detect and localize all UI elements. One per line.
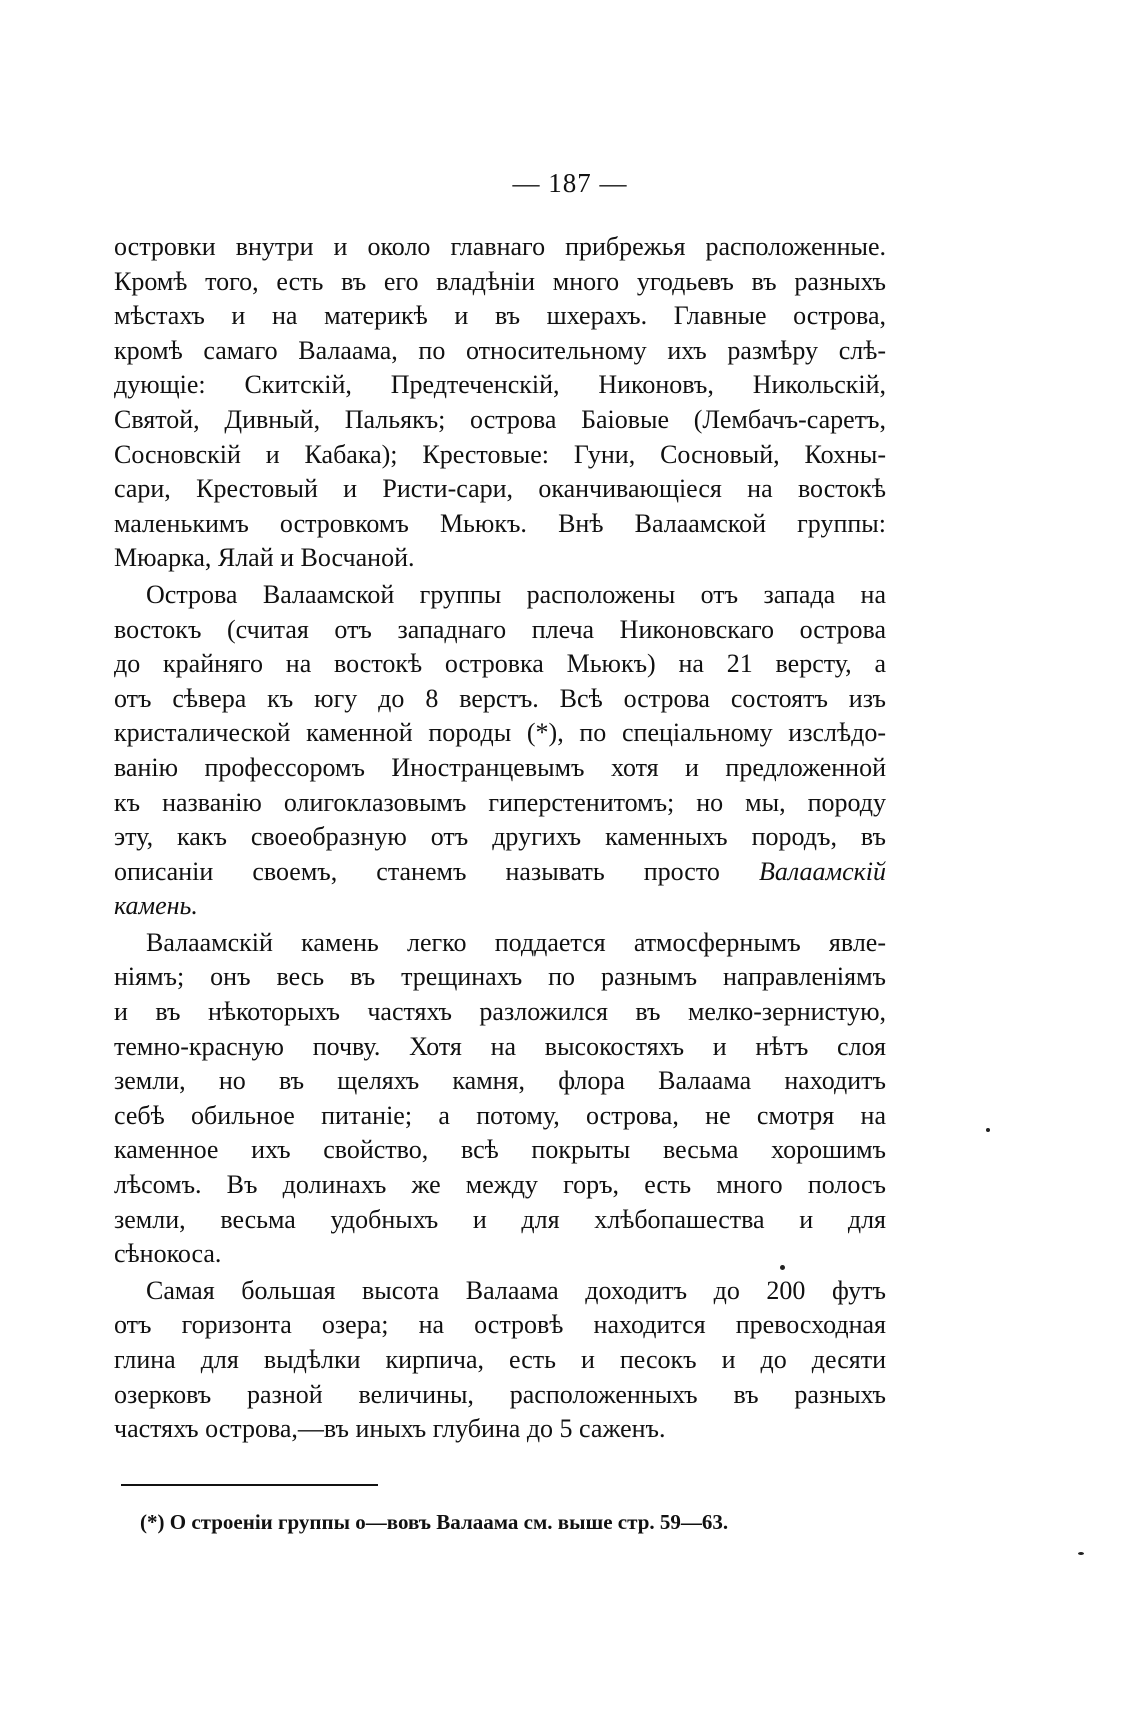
text-line: Острова Валаамской группы расположены отъ запада на — [146, 579, 886, 609]
text-line: Валаамскій камень легко поддается атмосфернымъ явле- — [146, 927, 886, 957]
text-line: островки внутри и около главнаго прибрежья расположенные. — [114, 232, 886, 261]
text-line: мѣстахъ и на материкѣ и въ шхерахъ. Главные острова, — [114, 301, 886, 331]
text-line: къ названію олигоклазовымъ гиперстенитомъ; но мы, породу — [114, 787, 886, 817]
text-segment: описаніи своемъ, станемъ называть просто — [114, 856, 720, 886]
text-line: сѣнокоса. — [114, 1239, 222, 1269]
text-line: отъ горизонта озера; на островѣ находится превосходная — [114, 1310, 886, 1340]
text-line: кристалической каменной породы (*), по спеціальному изслѣдо- — [114, 718, 886, 748]
italic-term: Валаамскій — [758, 856, 886, 886]
paragraph-1 — [114, 230, 886, 576]
text-line: маленькимъ островкомъ Мьюкъ. Внѣ Валаамской группы: — [114, 508, 886, 538]
text-line: Мюарка, Ялай и Восчаной. — [114, 543, 415, 573]
text-line: земли, но въ щеляхъ камня, флора Валаама находитъ — [114, 1066, 886, 1096]
text-line: кромѣ самаго Валаама, по относительному ихъ размѣру слѣ- — [114, 335, 886, 365]
text-line: ванію профессоромъ Иностранцевымъ хотя и предложенной — [114, 752, 886, 782]
text-line: ніямъ; онъ весь въ трещинахъ по разнымъ направленіямъ — [114, 962, 886, 992]
text-line: себѣ обильное питаніе; а потому, острова, не смотря на — [114, 1100, 886, 1130]
text-line: темно-красную почву. Хотя на высокостяхъ и нѣтъ слоя — [114, 1031, 886, 1061]
scan-speck — [1078, 1552, 1084, 1555]
text-line: земли, весьма удобныхъ и для хлѣбопашества и для — [114, 1204, 886, 1234]
scan-speck — [780, 1265, 785, 1270]
paragraph-4 — [114, 1274, 886, 1447]
text-line: озерковъ разной величины, расположенныхъ въ разныхъ — [114, 1379, 886, 1409]
text-line: каменное ихъ свойство, всѣ покрыты весьма хорошимъ — [114, 1135, 886, 1165]
scan-speck — [986, 1128, 990, 1132]
text-line: эту, какъ своеобразную отъ другихъ каменныхъ породъ, въ — [114, 822, 886, 852]
text-line-with-italic — [114, 855, 886, 890]
paragraph-3 — [114, 926, 886, 1272]
text-line: Сосновскій и Кабака); Крестовые: Гуни, Сосновый, Кохны- — [114, 439, 886, 469]
text-line: дующіе: Скитскій, Предтеченскій, Никоновъ, Никольскій, — [114, 370, 886, 400]
text-line: отъ сѣвера къ югу до 8 верстъ. Всѣ острова состоятъ изъ — [114, 683, 886, 713]
page-number: — 187 — — [512, 168, 628, 198]
text-line — [114, 889, 886, 924]
italic-term: камень. — [114, 891, 198, 921]
text-line: до крайняго на востокѣ островка Мьюкъ) на 21 версту, а — [114, 649, 886, 679]
text-line: глина для выдѣлки кирпича, есть и песокъ и до десяти — [114, 1345, 886, 1374]
text-line: и въ нѣкоторыхъ частяхъ разложился въ мелко-зернистую, — [114, 997, 886, 1027]
footnote-divider — [121, 1484, 378, 1486]
body-text — [114, 230, 886, 1447]
text-line: Самая большая высота Валаама доходитъ до 200 футъ — [146, 1275, 886, 1305]
text-line: Кромѣ того, есть въ его владѣніи много угодьевъ въ разныхъ — [114, 266, 886, 296]
footnote: (*) О строеніи группы о—вовъ Валаама см. выше стр. 59—63. — [140, 1510, 729, 1534]
text-line: Святой, Дивный, Пальякъ; острова Баіовые (Лембачъ-саретъ, — [114, 404, 886, 434]
text-line: частяхъ острова,—въ иныхъ глубина до 5 саженъ. — [114, 1414, 666, 1444]
paragraph-2 — [114, 578, 886, 924]
text-line: востокъ (считая отъ западнаго плеча Никоновскаго острова — [114, 614, 886, 644]
text-line: лѣсомъ. Въ долинахъ же между горъ, есть много полосъ — [114, 1170, 886, 1200]
text-line: сари, Крестовый и Ристи-сари, оканчивающіеся на востокѣ — [114, 474, 886, 504]
